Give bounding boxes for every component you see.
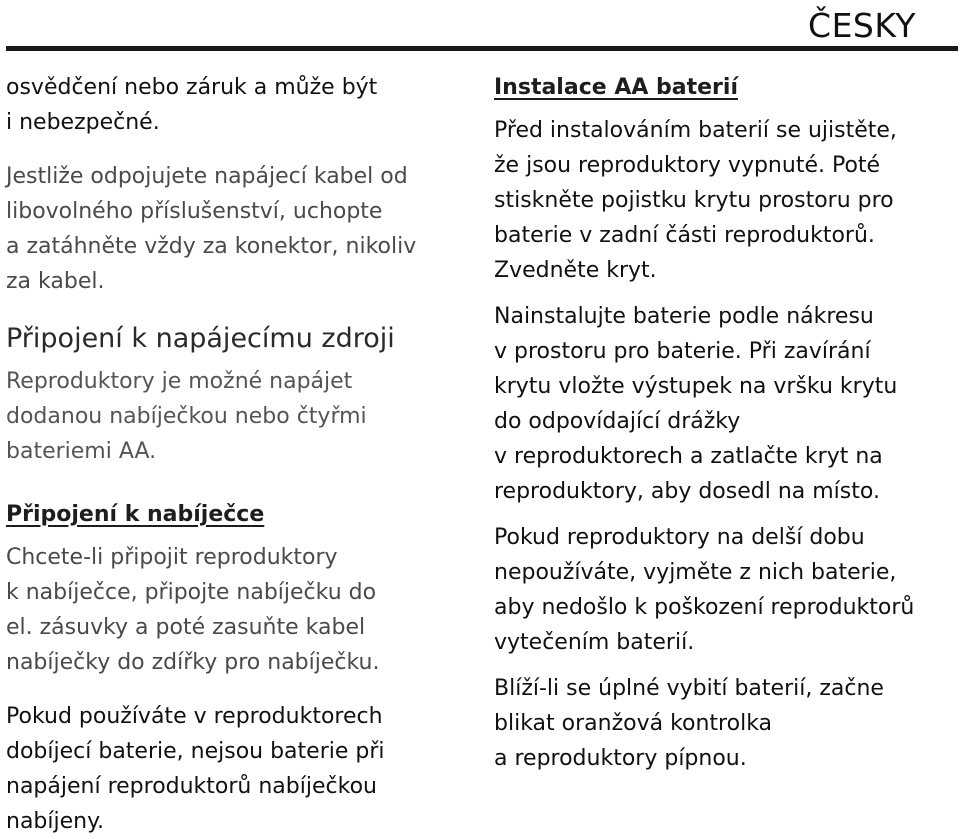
charger-section-heading: Připojení k nabíječce bbox=[6, 502, 265, 527]
unplug-paragraph: Jestliže odpojujete napájecí kabel od libovolného příslušenství, uchopte a zatáhněte vždy za konektor, nikoliv za kabel. bbox=[6, 164, 417, 294]
aa-paragraph-4: Blíží-li se úplné vybití baterií, začne blikat oranžová kontrolka a reproduktory pípnou. bbox=[494, 676, 884, 771]
power-section-heading: Připojení k napájecímu zdroji bbox=[6, 323, 395, 354]
language-header: ČESKY bbox=[808, 6, 916, 45]
left-column bbox=[6, 70, 446, 839]
header-rule bbox=[6, 46, 958, 51]
charger-note-paragraph: Pokud používáte v reproduktorech dobíjecí baterie, nejsou baterie při napájení reproduktorů nabíječkou nabíjeny. bbox=[6, 704, 385, 834]
warning-continuation-paragraph: osvědčení nebo záruk a může být i nebezpečné. bbox=[6, 75, 378, 135]
aa-paragraph-2: Nainstalujte baterie podle nákresu v prostoru pro baterie. Při zavírání krytu vložte výstupek na vršku krytu do odpovídající drážky v reproduktorech a zatlačte kryt na reproduktory, aby dosedl na místo. bbox=[494, 304, 898, 504]
aa-section-heading: Instalace AA baterií bbox=[494, 75, 738, 100]
power-paragraph: Reproduktory je možné napájet dodanou nabíječkou nebo čtyřmi bateriemi AA. bbox=[6, 369, 367, 464]
right-column bbox=[494, 70, 954, 776]
aa-paragraph-3: Pokud reproduktory na delší dobu nepoužíváte, vyjměte z nich baterie, aby nedošlo k poškození reproduktorů vytečením baterií. bbox=[494, 525, 915, 655]
aa-paragraph-1: Před instalováním baterií se ujistěte, že jsou reproduktory vypnuté. Poté stiskněte pojistku krytu prostoru pro baterie v zadní části reproduktorů. Zvedněte kryt. bbox=[494, 118, 897, 283]
charger-paragraph: Chcete-li připojit reproduktory k nabíječce, připojte nabíječku do el. zásuvky a poté zasuňte kabel nabíječky do zdířky pro nabíječku. bbox=[6, 545, 380, 675]
